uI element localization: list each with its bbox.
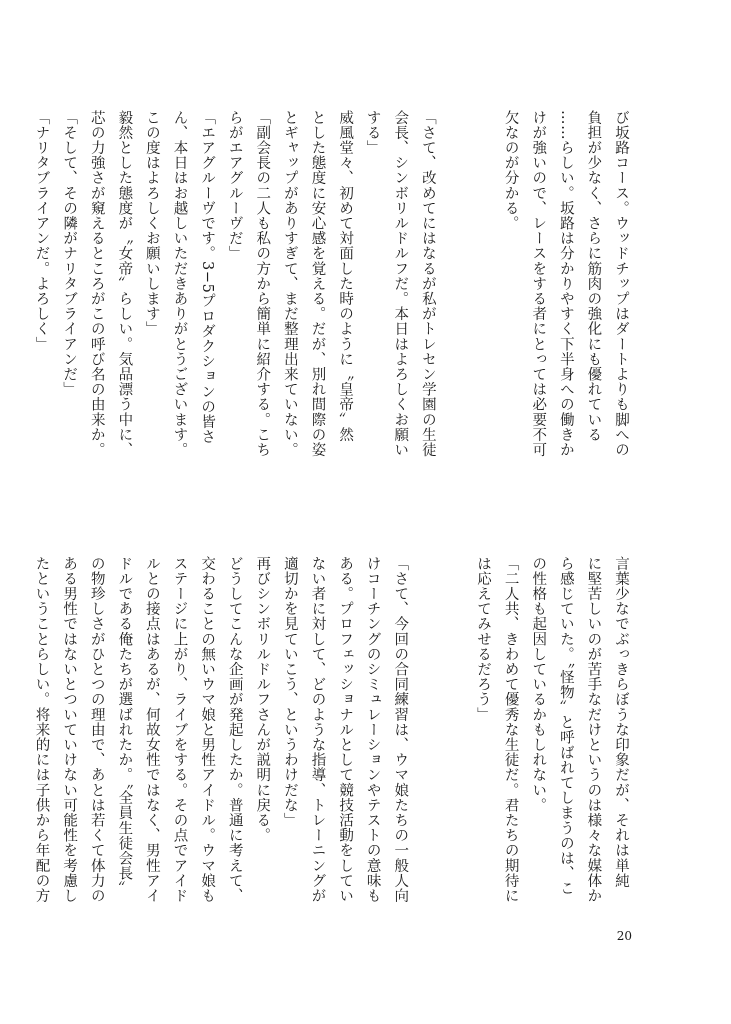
text-line: ら感じていた。〝怪物〟と呼ばれてしまうのは、こ — [557, 556, 574, 897]
text-line: する」 — [364, 110, 381, 156]
text-line: 毅然とした態度が〝女帝〟らしい。気品漂う中に、 — [116, 110, 133, 458]
text-line: は応えてみせるだろう」 — [475, 556, 492, 723]
text-line: らがエアグルーヴだ」 — [226, 110, 243, 261]
text-block-top — [33, 110, 634, 482]
text-line: 「二人共、きわめて優秀な生徒だ。君たちの期待に — [502, 556, 519, 904]
text-line: どうしてこんな企画が発起したか。普通に考えて、 — [226, 556, 243, 904]
text-line: 「ナリタブライアンだ。よろしく」 — [33, 110, 50, 352]
text-line: 会長、シンボリルドルフだ。本日はよろしくお願い — [392, 110, 409, 458]
text-line: の性格も起因しているかもしれない。 — [530, 556, 547, 813]
text-line: 「さて、改めてにはなるが私がトレセン学園の生徒 — [419, 110, 436, 458]
text-line — [468, 110, 496, 482]
text-line — [441, 110, 469, 482]
text-line: けコーチングのシミュレーションやテストの意味も — [364, 556, 381, 904]
text-line: 欠なのが分かる。 — [502, 110, 519, 231]
text-line: この度はよろしくお願いします」 — [143, 110, 160, 337]
text-line: 威風堂々、初めて対面した時のように〝皇帝〟然 — [337, 110, 354, 443]
text-line: 再びシンボリルドルフさんが説明に戻る。 — [254, 556, 271, 843]
text-line: ルとの接点はあるが、何故女性ではなく、男性アイ — [143, 556, 160, 904]
text-line: 「そして、その隣がナリタブライアンだ」 — [61, 110, 78, 397]
text-line: ない者に対して、どのような指導、トレーニングが — [309, 556, 326, 904]
text-line: 負担が少なく、さらに筋肉の強化にも優れている — [585, 110, 602, 443]
text-line: とギャップがありすぎて、まだ整理出来ていない。 — [281, 110, 298, 458]
text-line: ん、本日はお越しいただきありがとうございます。 — [171, 110, 188, 458]
text-line: 適切かを見ていこう、というわけだな」 — [281, 556, 298, 828]
text-block-bottom — [33, 556, 634, 928]
text-line — [413, 556, 441, 928]
text-line: び坂路コース。ウッドチップはダートよりも脚への — [613, 110, 629, 458]
text-line: 「さて、今回の合同練習は、ウマ娘たちの一般人向 — [392, 556, 409, 904]
text-line: に堅苦しいのが苦手なだけというのは様々な媒体か — [585, 556, 602, 904]
text-line: 「エアグルーヴです。3−5プロダクションの皆さ — [199, 110, 216, 445]
text-line: ……らしい。坂路は分かりやすく下半身への働きか — [557, 110, 574, 458]
text-line: ドルである俺たちが選ばれたか。〝全員生徒会長〟 — [116, 556, 133, 897]
text-line: とした態度に安心感を覚える。だが、別れ間際の姿 — [309, 110, 326, 458]
text-line: たということらしい。将来的には子供から年配の方 — [33, 556, 50, 904]
text-line: ある男性ではないとついていけない可能性を考慮し — [61, 556, 78, 904]
text-line: ステージに上がり、ライブをする。その点でアイド — [171, 556, 188, 904]
text-line: けが強いので、レースをする者にとっては必要不可 — [530, 110, 547, 458]
text-line — [441, 556, 469, 928]
text-line: 交わることの無いウマ娘と男性アイドル。ウマ娘も — [199, 556, 216, 904]
text-line: 芯の力強さが窺えるところがこの呼び名の由来か。 — [88, 110, 105, 458]
text-line: ある。プロフェッショナルとして競技活動をしてい — [337, 556, 354, 904]
text-line: 「副会長の二人も私の方から簡単に紹介する。こち — [254, 110, 271, 458]
text-line: の物珍しさがひとつの理由で、あとは若くて体力の — [88, 556, 105, 904]
text-line: 言葉少なでぶっきらぼうな印象だが、それは単純 — [613, 556, 629, 889]
page-number: 20 — [616, 929, 632, 943]
